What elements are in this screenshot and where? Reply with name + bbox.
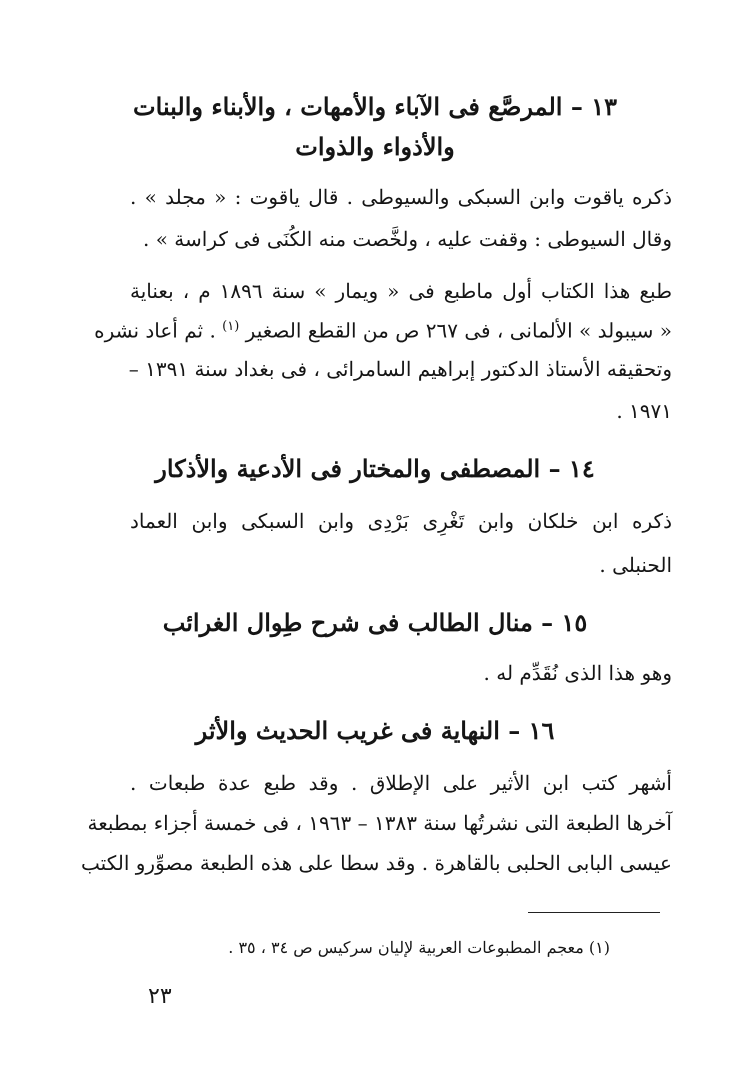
section-13-para-2-line-3: وتحقيقه الأستاذ الدكتور إبراهيم السامرائى ، فى بغداد سنة ١٣٩١ – [128, 357, 672, 381]
footnote-separator [528, 912, 660, 913]
page-number: ٢٣ [148, 984, 172, 1009]
section-13-para-2-line-4: ١٩٧١ . [616, 399, 672, 423]
section-14-para-line-1: ذكره ابن خلكان وابن تَغْرِى بَرْدِى وابن السبكى وابن العماد [130, 509, 672, 533]
section-16-para-line-1: أشهر كتب ابن الأثير على الإطلاق . وقد طبع عدة طبعات . [130, 771, 672, 795]
section-14-para-line-2: الحنبلى . [599, 553, 672, 577]
section-13-heading-line-1: ١٣ – المرصَّع فى الآباء والأمهات ، والأبناء والبنات [133, 92, 617, 121]
footnote-1: (١) معجم المطبوعات العربية لإليان سركيس ص ٣٤ ، ٣٥ . [228, 938, 610, 957]
section-13-para-2-line-2 [94, 310, 672, 348]
section-13-para-1-line-1: ذكره ياقوت وابن السبكى والسيوطى . قال ياقوت : « مجلد » . [130, 185, 672, 209]
section-13-heading-line-2: والأذواء والذوات [295, 132, 455, 161]
section-13-para-2-line-2-tail: . ثم أعاد نشره [94, 318, 216, 343]
section-13-para-2-line-2-text: « سيبولد » الألمانى ، فى ٢٦٧ ص من القطع الصغير [245, 318, 672, 343]
section-15-para-line-1: وهو هذا الذى نُقَدِّم له . [483, 661, 672, 685]
section-16-heading: ١٦ – النهاية فى غريب الحديث والأثر [195, 716, 555, 745]
section-13-para-1-line-2: وقال السيوطى : وقفت عليه ، ولخَّصت منه الكُنَى فى كراسة » . [143, 227, 672, 251]
section-14-heading: ١٤ – المصطفى والمختار فى الأدعية والأذكار [155, 454, 595, 483]
footnote-reference: (١) [222, 319, 240, 334]
section-15-heading: ١٥ – منال الطالب فى شرح طِوال الغرائب [162, 608, 588, 637]
section-16-para-line-3: عيسى البابى الحلبى بالقاهرة . وقد سطا على هذه الطبعة مصوِّرو الكتب [81, 851, 672, 875]
section-16-para-line-2: آخرها الطبعة التى نشرتُها سنة ١٣٨٣ – ١٩٦٣ ، فى خمسة أجزاء بمطبعة [87, 811, 672, 835]
section-13-para-2-line-1: طبع هذا الكتاب أول ماطبع فى « ويمار » سنة ١٨٩٦ م ، بعناية [130, 279, 672, 303]
